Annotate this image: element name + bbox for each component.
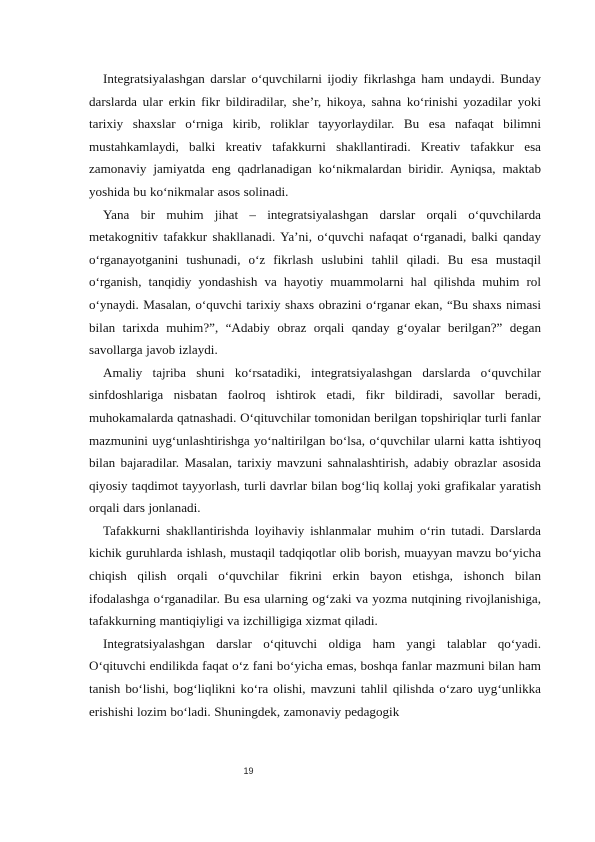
page-number: 19 — [243, 766, 254, 776]
paragraph-practical-experience: Amaliy tajriba shuni ko‘rsatadiki, integratsiyalashgan darslarda o‘quvchilar sinfdoshlariga nisbatan faolroq ishtirok etadi, fikr bildiradi, savollar beradi, muhokamalarda qatnashadi. O‘qituvchilar tomonidan berilgan topshiriqlar turli fanlar mazmunini uyg‘unlashtirishga yo‘naltirilgan bo‘lsa, o‘quvchilar ularni katta ishtiyoq bilan bajaradilar. Masalan, tarixiy mavzuni sahnalashtirish, adabiy obrazlar asosida qiyosiy taqdimot tayyorlash, turli davrlar bilan bog‘liq kollaj yoki grafikalar yaratish orqali dars jonlanadi. — [89, 364, 541, 516]
paragraph-metacognitive-thinking: Yana bir muhim jihat – integratsiyalashgan darslar orqali o‘quvchilarda metakognitiv tafakkur shakllanadi. Ya’ni, o‘quvchi nafaqat o‘rganadi, balki qanday o‘rganayotganini tushunadi, o‘z fikrlash uslubini tahlil qiladi. Bu esa mustaqil o‘rganish, tanqidiy yondashish va hayotiy muammolarni hal qilishda muhim rol o‘ynaydi. Masalan, o‘quvchi tarixiy shaxs obrazini o‘rganar ekan, “Bu shaxs nimasi bilan tarixda muhim?”, “Adabiy obraz orqali qanday g‘oyalar berilgan?” degan savollarga javob izlaydi. — [89, 206, 541, 358]
paragraph-creative-thinking: Integratsiyalashgan darslar o‘quvchilarni ijodiy fikrlashga ham undaydi. Bunday darslarda ular erkin fikr bildiradilar, she’r, hikoya, sahna ko‘rinishi yozadilar yoki tarixiy shaxslar o‘rniga kirib, roliklar tayyorlaydilar. Bu esa nafaqat bilimni mustahkamlaydi, balki kreativ tafakkurni shakllantiradi. Kreativ tafakkur esa zamonaviy jamiyatda eng qadrlanadigan ko‘nikmalardan biridir. Ayniqsa, maktab yoshida bu ko‘nikmalar asos solinadi. — [89, 71, 541, 199]
paragraph-teacher-requirements: Integratsiyalashgan darslar o‘qituvchi oldiga ham yangi talablar qo‘yadi. O‘qituvchi endilikda faqat o‘z fani bo‘yicha emas, boshqa fanlar mazmuni bilan ham tanish bo‘lishi, bog‘liqlikni ko‘ra olishi, mavzuni tahlil qilishda o‘zaro uyg‘unlikka erishishi lozim bo‘ladi. Shuningdek, zamonaviy pedagogik — [89, 635, 541, 719]
body-text — [89, 68, 541, 723]
paragraph-project-work: Tafakkurni shakllantirishda loyihaviy ishlanmalar muhim o‘rin tutadi. Darslarda kichik guruhlarda ishlash, mustaqil tadqiqotlar olib borish, muayyan mavzu bo‘yicha chiqish qilish orqali o‘quvchilar fikrini erkin bayon etishga, ishonch bilan ifodalashga o‘rganadilar. Bu esa ularning og‘zaki va yozma nutqining rivojlanishiga, tafakkurning mantiqiyligi va izchilligiga xizmat qiladi. — [89, 522, 541, 629]
